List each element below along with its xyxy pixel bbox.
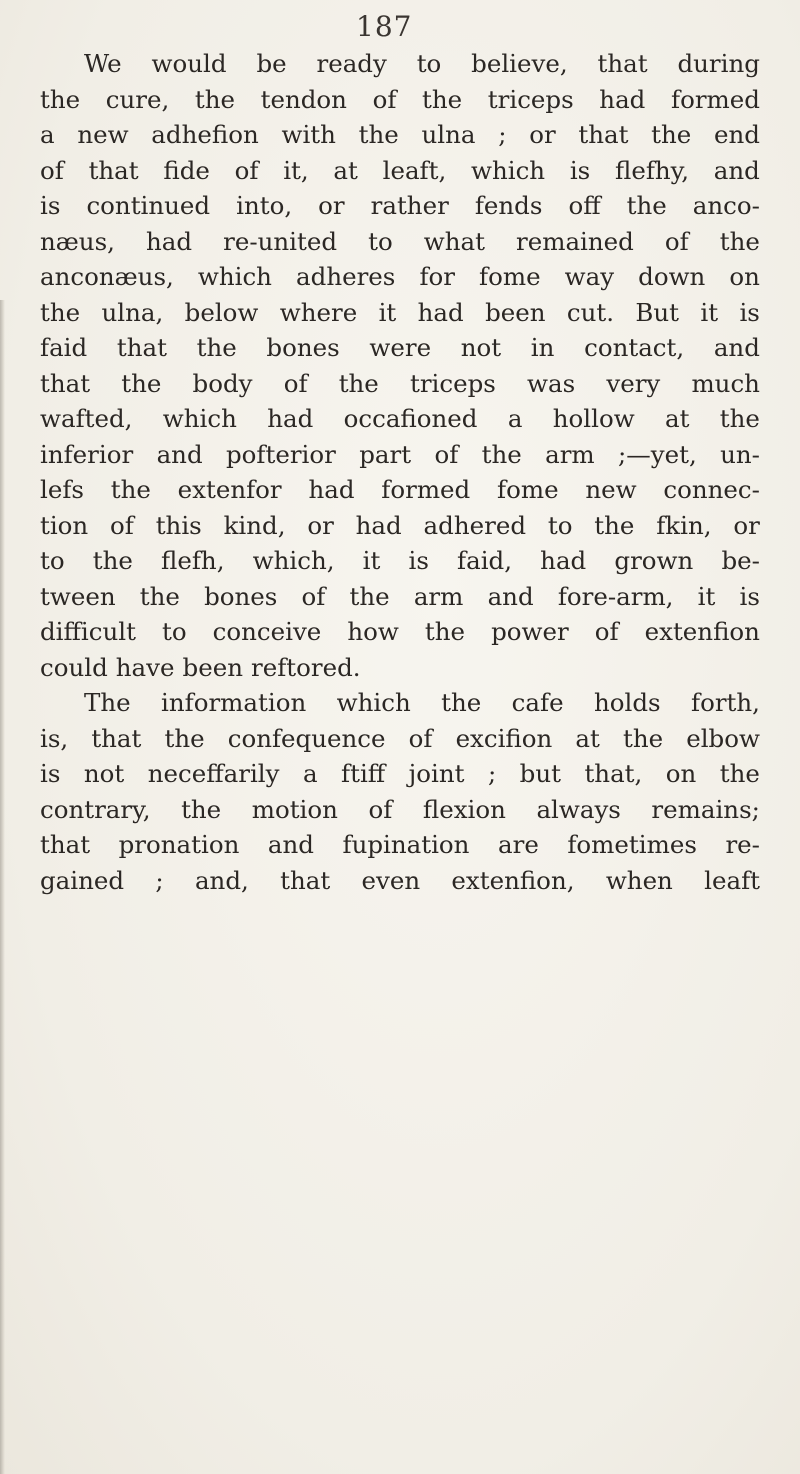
text-line: that the body of the triceps was very much (40, 368, 760, 398)
text-line: is, that the confequence of excifion at the elbow (40, 723, 760, 753)
text-line: the cure, the tendon of the triceps had formed (40, 84, 760, 114)
text-line: a new adhefion with the ulna ; or that the end (40, 120, 760, 149)
text-line: We would be ready to believe, that during (84, 49, 760, 78)
text-line: of that fide of it, at leaft, which is flefhy, and (40, 155, 760, 185)
text-line: contrary, the motion of flexion always remains; (40, 794, 760, 824)
text-line: tween the bones of the arm and fore-arm, it is (40, 581, 760, 611)
page-number: 187 (356, 10, 413, 43)
text-line: could have been reftored. (40, 652, 361, 682)
text-line: difficult to conceive how the power of extenfion (40, 617, 760, 646)
text-line: is continued into, or rather fends off the anco- (40, 191, 760, 220)
text-line: næus, had re-united to what remained of the (40, 226, 760, 256)
text-line: anconæus, which adheres for fome way down on (40, 262, 760, 291)
text-line: tion of this kind, or had adhered to the fkin, or (40, 510, 760, 540)
text-line: The information which the cafe holds forth, (84, 688, 760, 717)
text-line: that pronation and fupination are fometimes re- (40, 830, 760, 859)
text-line: wafted, which had occafioned a hollow at the (40, 404, 760, 433)
text-line: to the flefh, which, it is faid, had grown be- (40, 546, 760, 575)
body-text (40, 46, 760, 898)
text-line: inferior and pofterior part of the arm ;—yet, un- (40, 439, 760, 469)
text-line: faid that the bones were not in contact, and (40, 333, 760, 362)
binding-edge (0, 300, 5, 1474)
text-line: lefs the extenfor had formed fome new connec- (40, 475, 760, 504)
text-line: the ulna, below where it had been cut. But it is (40, 297, 760, 327)
text-line: is not neceffarily a ftiff joint ; but that, on the (40, 759, 760, 788)
text-line: gained ; and, that even extenfion, when leaft (40, 865, 760, 895)
